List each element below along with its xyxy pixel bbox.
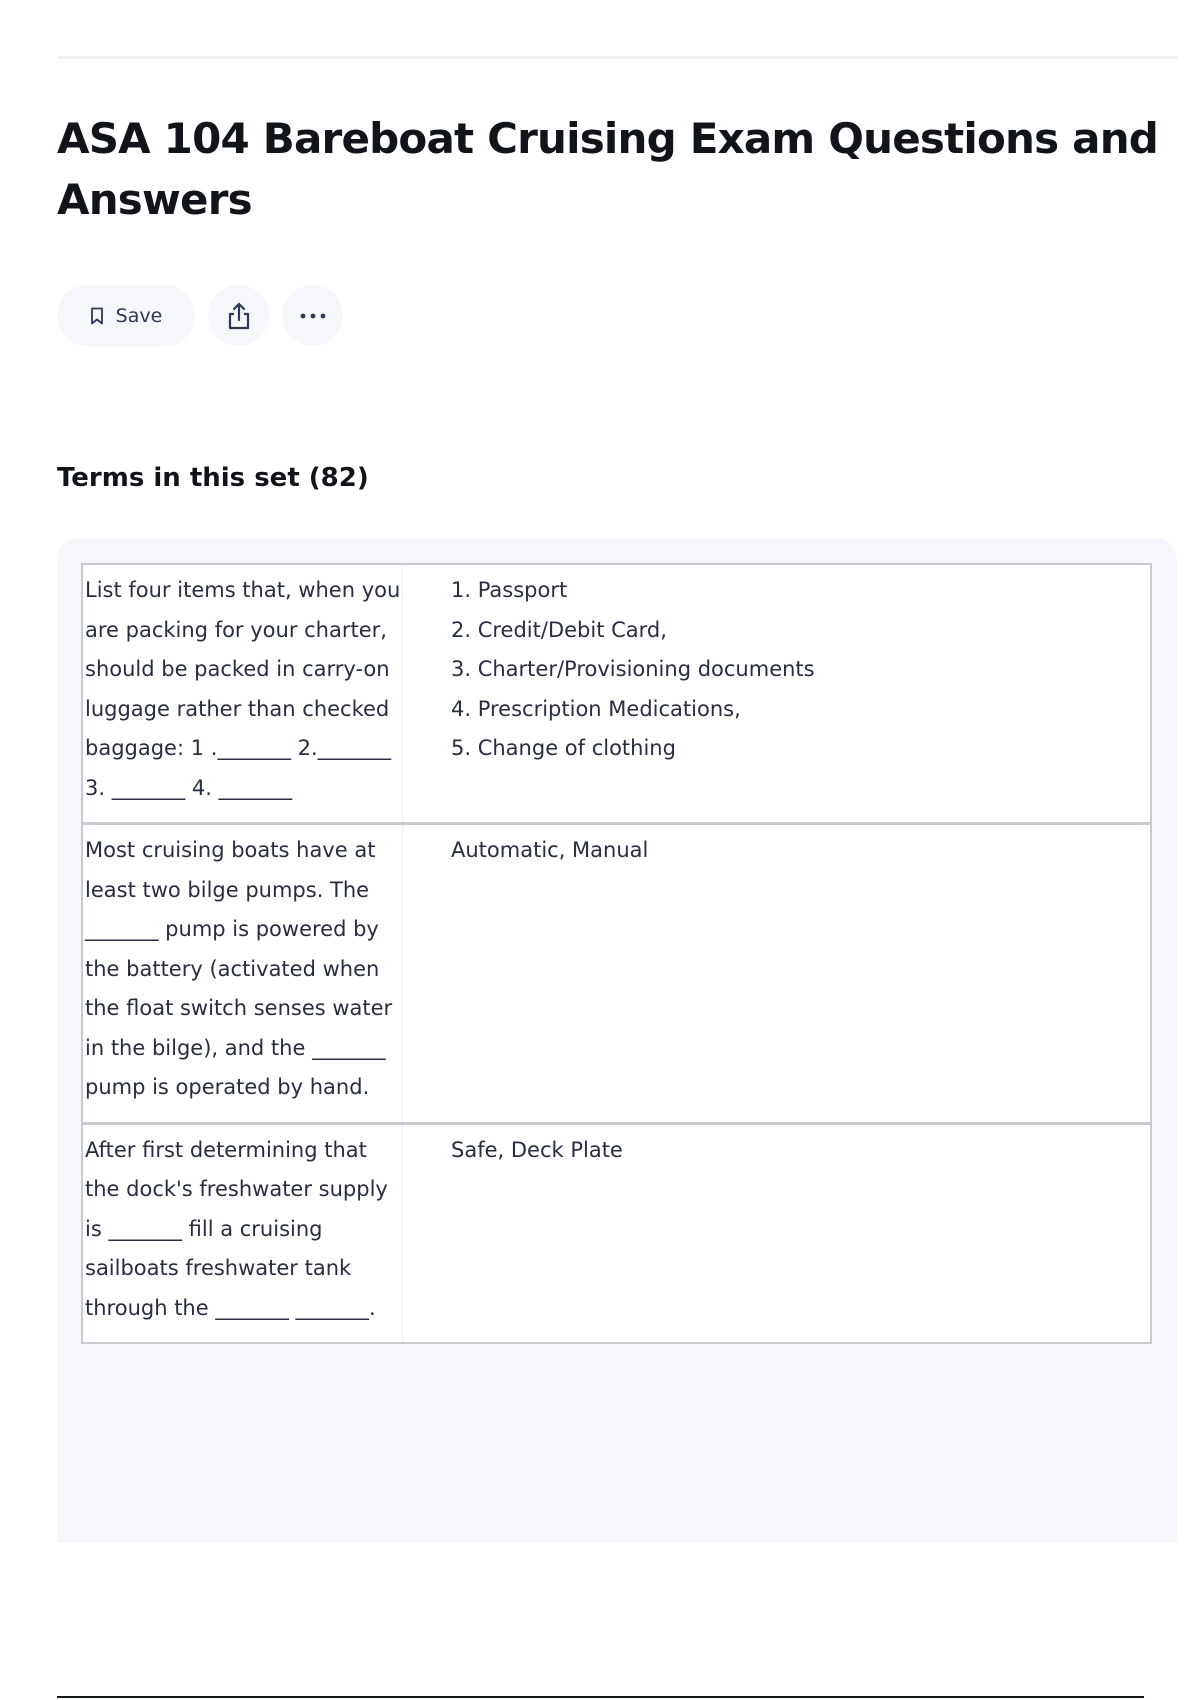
terms-count-heading: Terms in this set (82) — [57, 463, 369, 493]
save-button[interactable] — [57, 285, 195, 346]
save-label: Save — [115, 304, 163, 327]
more-options-button[interactable] — [282, 285, 343, 346]
definition-line: 2. Credit/Debit Card, — [451, 617, 667, 642]
terms-table — [81, 563, 1152, 1344]
definition-line: 4. Prescription Medications, — [451, 696, 741, 721]
definition-text — [403, 825, 1150, 1122]
more-horizontal-icon — [299, 312, 327, 320]
page-title: ASA 104 Bareboat Cruising Exam Questions and Answers — [57, 114, 1159, 224]
share-icon — [226, 301, 252, 331]
bottom-divider — [57, 1696, 1144, 1698]
top-divider — [57, 56, 1177, 59]
term-row — [83, 825, 1150, 1125]
share-button[interactable] — [208, 285, 269, 346]
bookmark-icon — [90, 307, 104, 325]
term-row — [83, 565, 1150, 825]
definition-text — [403, 565, 1150, 822]
term-text: Most cruising boats have at least two bilge pumps. The _______ pump is powered by the battery (activated when the float switch senses water in the bilge), and the _______ pump is operated by hand. — [83, 825, 403, 1122]
definition-line: Automatic, Manual — [451, 838, 649, 862]
definition-text — [403, 1125, 1150, 1343]
definition-line: 1. Passport — [451, 578, 568, 602]
definition-line: Safe, Deck Plate — [451, 1137, 623, 1162]
action-bar — [57, 285, 343, 346]
definition-line: 3. Charter/Provisioning documents — [451, 657, 815, 681]
definition-line: 5. Change of clothing — [451, 736, 676, 760]
term-text: After first determining that the dock's freshwater supply is _______ fill a cruising sailboats freshwater tank through the _______ _______. — [83, 1125, 403, 1343]
term-row — [83, 1125, 1150, 1343]
term-text: List four items that, when you are packing for your charter, should be packed in carry-on luggage rather than checked baggage: 1 ._______ 2._______ 3. _______ 4. _______ — [83, 565, 403, 822]
